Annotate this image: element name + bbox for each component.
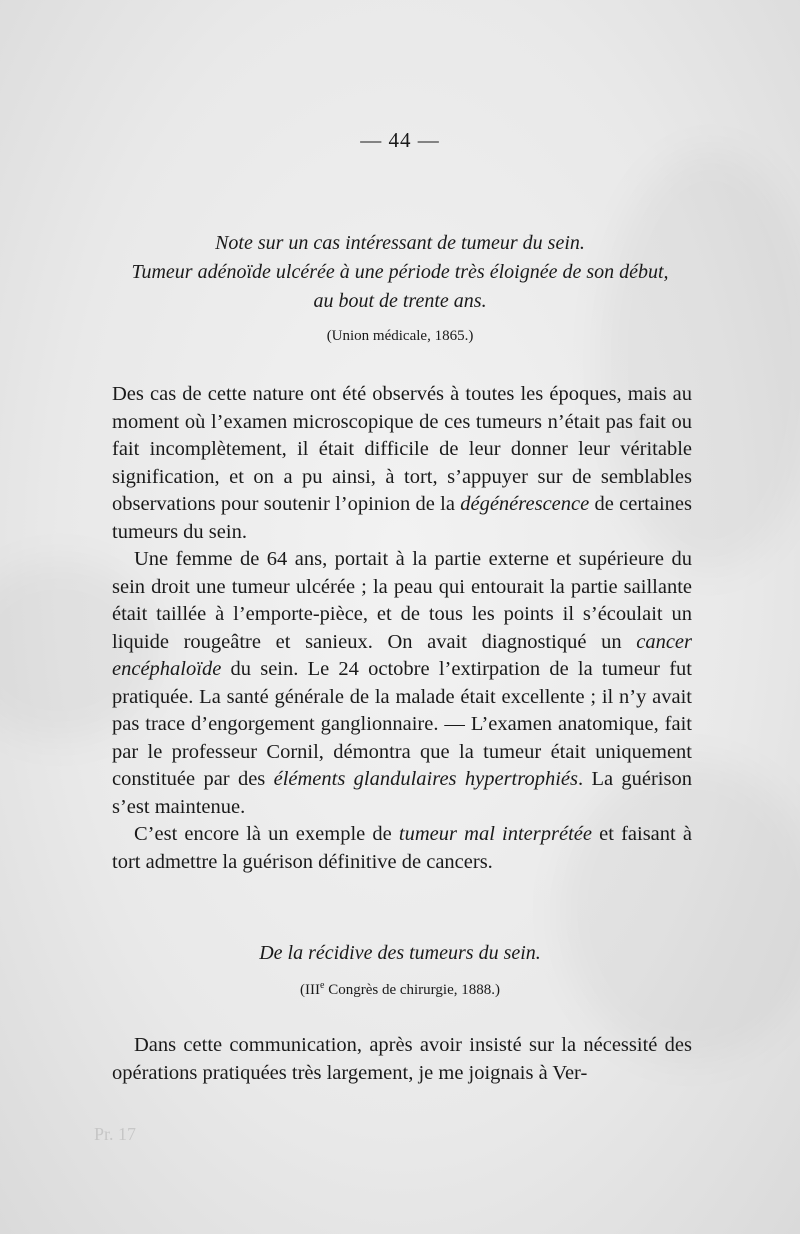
paragraph-1-text: Des cas de cette nature ont été observés à toutes les époques, mais au moment où l’examen microscopique de ces tumeurs n’était pas fait ou fait incomplètement, il était difficile de leur donner leur véritable signification, et on a pu ainsi, à tort, s’appuyer sur de semblables observations pour soutenir l’opinion de la [112, 383, 692, 515]
section1-source: (Union médicale, 1865.) [326, 328, 474, 344]
paragraph-4: Dans cette communication, après avoir insisté sur la nécessité des opérations pratiquées très largement, je me joignais à Ver- [112, 1034, 692, 1084]
paragraph-1-emphasis: dégénérescence [460, 493, 590, 515]
section1-title-line-1: Note sur un cas intéressant de tumeur du sein. [215, 232, 585, 254]
paragraph-3 [112, 821, 692, 876]
paragraph-1 [112, 381, 692, 546]
section2-source-superscript: e [320, 980, 325, 991]
paragraph-2-text: Une femme de 64 ans, portait à la partie externe et supérieure du sein droit une tumeur ulcérée ; la peau qui entourait la partie saillante était taillée à l’emporte-pièce, et de tous les points il s’écoulait un liquide rougeâtre et sanieux. On avait diagnostiqué un [112, 548, 692, 653]
paragraph-2-text-end: . La guérison s’est maintenue. [112, 768, 692, 818]
paragraph-2-emphasis-1: cancer encéphaloïde [112, 630, 692, 680]
section2-source-text-end: Congrès de chirurgie, 1888.) [324, 982, 500, 998]
paragraph-3-text-end: et faisant à tort admettre la guérison définitive de cancers. [112, 823, 692, 873]
section1-body [112, 381, 692, 876]
page-number: — 44 — [360, 128, 440, 152]
paragraph-1-text-end: de certaines tumeurs du sein. [112, 493, 692, 543]
paragraph-2-text-middle: du sein. Le 24 octobre l’extirpation de la tumeur fut pratiquée. La santé générale de la malade était excellente ; il n’y avait pas trace d’engorgement ganglionnaire. — L’examen anatomique, fait par le professeur Cornil, démontra que la tumeur était uniquement constituée par des [112, 658, 692, 790]
section2-source-text: (III [300, 982, 320, 998]
paragraph-2-emphasis-2: éléments glandulaires hypertrophiés [273, 768, 578, 790]
show-through-left: Pr. 17 [94, 1124, 137, 1144]
paragraph-2 [112, 546, 692, 821]
section2-source [0, 980, 800, 999]
section1-title-line-2: Tumeur adénoïde ulcérée à une période très éloignée de son début, [131, 261, 669, 283]
section1-title-line-3: au bout de trente ans. [313, 290, 487, 312]
paragraph-3-emphasis: tumeur mal interprétée [398, 823, 592, 845]
paragraph-3-text: C’est encore là un exemple de [134, 823, 399, 845]
section2-title: De la récidive des tumeurs du sein. [259, 942, 541, 964]
section2-body [112, 1032, 692, 1087]
